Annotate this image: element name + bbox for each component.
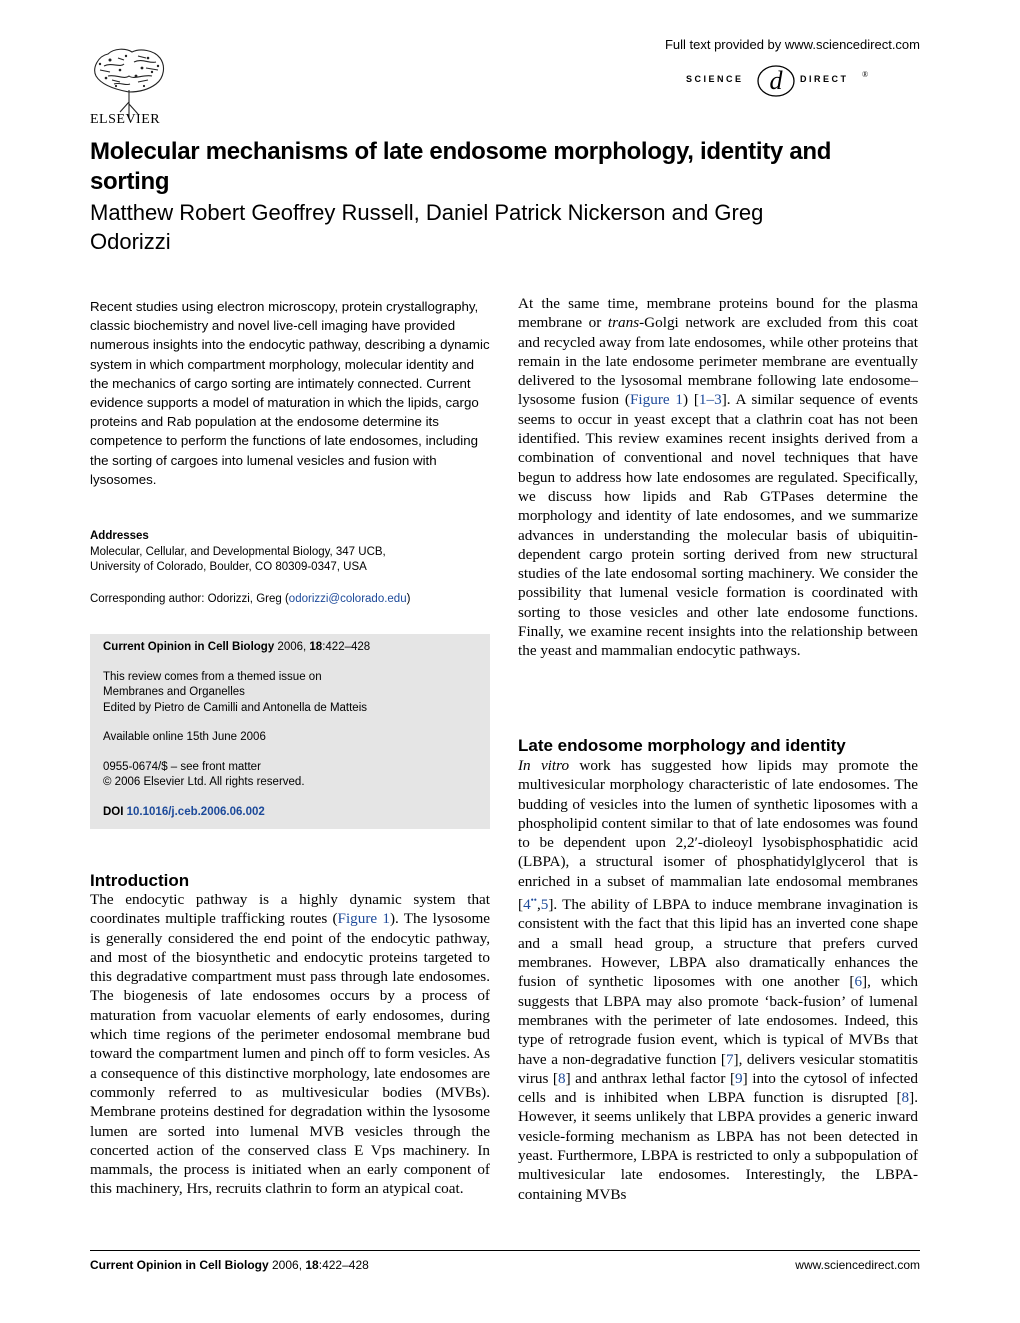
journal-name: Current Opinion in Cell Biology <box>103 641 275 653</box>
intro-continued-paragraph <box>518 294 918 661</box>
body-text: work has suggested how lipids may promote the multivesicular morphology characteristic of late endosomes. The budding of vesicles into the lumen of synthetic liposomes with a phospholipid content similar to that of late endosomes was found to be dependent upon 2,2′-dioleoyl lysobisphosphatidic acid (LBPA), a structural isomer of phosphatidylglycerol that is enriched in a subset of mammalian late endosomal membranes [ <box>518 757 918 914</box>
address-line: University of Colorado, Boulder, CO 80309-0347, USA <box>90 561 367 573</box>
italic-term: In vitro <box>518 757 570 774</box>
sciencedirect-logo[interactable] <box>686 60 869 100</box>
editors-line: Edited by Pietro de Camilli and Antonella de Matteis <box>103 701 368 714</box>
article-title: Molecular mechanisms of late endosome morphology, identity and sorting <box>90 138 832 195</box>
fulltext-notice[interactable]: Full text provided by www.sciencedirect.com <box>664 37 920 52</box>
body-text: ]. The ability of LBPA to induce membrane invagination is consistent with the fact that this lipid has an inverted cone shape and a small head group, a structure that prefers curved membranes. However, LBPA also dramatically enhances the fusion of synthetic liposomes with one another [ <box>518 896 918 991</box>
sd-science-word: SCIENCE <box>686 74 744 84</box>
body-text: ], delivers vesicular stomatitis virus [ <box>518 1050 918 1087</box>
citation-line <box>103 640 483 656</box>
citation-volume: 18 <box>309 641 323 653</box>
citation-year: 2006, <box>274 641 310 653</box>
footer-year: 2006, <box>268 1258 306 1272</box>
addresses-block <box>90 529 490 576</box>
article-info-box <box>90 634 490 829</box>
body-text: , <box>536 896 541 914</box>
author-email-link[interactable]: odorizzi@colorado.edu <box>288 593 407 605</box>
themed-issue-line: This review comes from a themed issue on <box>103 670 322 683</box>
reference-link[interactable]: 8 <box>557 1069 566 1087</box>
corresponding-label: Corresponding author: Odorizzi, Greg ( <box>90 593 289 605</box>
body-text: At the same time, membrane proteins bound for the plasma membrane or <box>518 295 918 332</box>
introduction-paragraph <box>90 890 490 1199</box>
reference-link[interactable]: 1–3 <box>698 391 722 409</box>
sd-registered-mark: ® <box>862 70 869 79</box>
body-text: ] and anthrax lethal factor [ <box>565 1069 736 1087</box>
figure-1-link[interactable]: Figure 1 <box>629 391 683 409</box>
late-endosome-heading: Late endosome morphology and identity <box>518 736 846 755</box>
recommended-marker: •• <box>530 895 537 906</box>
copyright-line: © 2006 Elsevier Ltd. All rights reserved. <box>103 776 305 788</box>
reference-link[interactable]: 9 <box>735 1069 743 1087</box>
reference-link[interactable]: 4 <box>523 896 531 914</box>
body-text: ) [ <box>683 391 699 409</box>
doi-label: DOI <box>103 805 127 818</box>
body-text: ], which suggests that LBPA may also promote ‘back-fusion’ of lumenal membranes with the perimeter of late endosomes. Indeed, this type of retrograde fusion event, which is typical of MVBs that have a non-degradative function [ <box>518 973 918 1068</box>
sd-direct-word: DIRECT <box>800 74 849 84</box>
sd-d-icon <box>756 62 796 100</box>
publisher-name: ELSEVIER <box>90 112 161 127</box>
body-text: ] into the cytosol of infected cells and is inhibited when LBPA function is disrupted [ <box>518 1069 919 1107</box>
footer-citation <box>90 1258 369 1272</box>
introduction-heading: Introduction <box>90 871 190 890</box>
footer-pages: :422–428 <box>318 1258 369 1272</box>
abstract: Recent studies using electron microscopy, protein crystallography, classic biochemistry and novel live-cell imaging have provided numerous insights into the endocytic pathway, describing a dynamic system in which compartment morphology, molecular identity and the mechanics of cargo sorting are intimately connected. Current evidence supports a model of maturation in which the lipids, cargo proteins and Rab population at the endosome determine its competence to perform the functions of late endosomes, including the sorting of cargoes into lumenal vesicles and fusion with lysosomes. <box>90 299 490 487</box>
intro-text: ). The lysosome is generally considered the end point of the endocytic pathway, and most of the biosynthetic and endocytic proteins targeted to this degradative compartment must pass through late endosomes. The biogenesis of late endosomes occurs by a process of maturation from vacuolar elements of early endosomes, during which time regions of the perimeter endosomal membrane bud toward the compartment lumen and pinch off to form vesicles. As a consequence of this distinctive morphology, late endosomes are commonly referred to as multivesicular bodies (MVBs). Membrane proteins destined for degradation within the lysosome lumen are sorted into lumenal MVB vesicles through the concerted action of the conserved class E Vps machinery. In mammals, the process is initiated when an early component of this machinery, Hrs, recruits clathrin to form an atypical coat. <box>90 910 490 1198</box>
footer-url[interactable]: www.sciencedirect.com <box>795 1258 920 1272</box>
doi-line <box>103 805 483 821</box>
doi-link[interactable]: 10.1016/j.ceb.2006.06.002 <box>126 805 265 818</box>
citation-pages: :422–428 <box>322 641 371 653</box>
addresses-heading: Addresses <box>90 530 149 542</box>
reference-link[interactable]: 8 <box>901 1089 910 1107</box>
reference-link[interactable]: 5 <box>540 896 549 914</box>
figure-1-link[interactable]: Figure 1 <box>337 910 390 928</box>
intro-text: The endocytic pathway is a highly dynamic system that coordinates multiple trafficking routes ( <box>90 891 490 928</box>
italic-term: trans <box>607 314 640 332</box>
issn-line: 0955-0674/$ – see front matter <box>103 760 261 773</box>
themed-issue-name: Membranes and Organelles <box>103 686 245 698</box>
body-text: ]. However, it seems unlikely that LBPA provides a generic inward vesicle-forming mechanism as LBPA has not been detected in yeast. Furthermore, LBPA is restricted to only a subpopulation of multivesicular late endosomes. Interestingly, the LBPA-containing MVBs <box>518 1089 918 1203</box>
article-authors: Matthew Robert Geoffrey Russell, Daniel Patrick Nickerson and Greg Odorizzi <box>90 200 764 254</box>
footer-volume: 18 <box>305 1258 319 1272</box>
corresponding-close: ) <box>406 593 411 605</box>
late-endosome-paragraph <box>518 756 918 1204</box>
footer-divider <box>90 1250 920 1251</box>
corresponding-author <box>90 592 490 608</box>
reference-link[interactable]: 7 <box>725 1050 734 1068</box>
available-online: Available online 15th June 2006 <box>103 731 266 743</box>
body-text: -Golgi network are excluded from this coat and recycled away from late endosomes, while other proteins that remain in the late endosome perimeter membrane are eventually delivered to the lysosomal membrane following late endosome–lysosome fusion ( <box>518 314 918 409</box>
svg-text:d: d <box>769 66 783 95</box>
footer-journal: Current Opinion in Cell Biology <box>90 1258 269 1272</box>
reference-link[interactable]: 6 <box>854 973 863 991</box>
body-text: ]. A similar sequence of events seems to occur in yeast except that a clathrin coat has not been identified. This review examines recent insights derived from a combination of conventional and novel techniques that have begun to address how late endosomes are regulated. Specifically, we discuss how lipids and Rab GTPases determine the morphology and identity of late endosomes, and we summarize advances in understanding the molecular basis of ubiquitin-dependent cargo protein sorting derived from new structural studies of the late endosomal sorting machinery. We consider the possibility that lumenal vesicle formation is coordinated with sorting to those vesicles and other late endosome functions. Finally, we examine recent insights into the relationship between the yeast and mammalian endocytic pathways. <box>518 391 919 660</box>
address-line: Molecular, Cellular, and Developmental Biology, 347 UCB, <box>90 545 386 558</box>
